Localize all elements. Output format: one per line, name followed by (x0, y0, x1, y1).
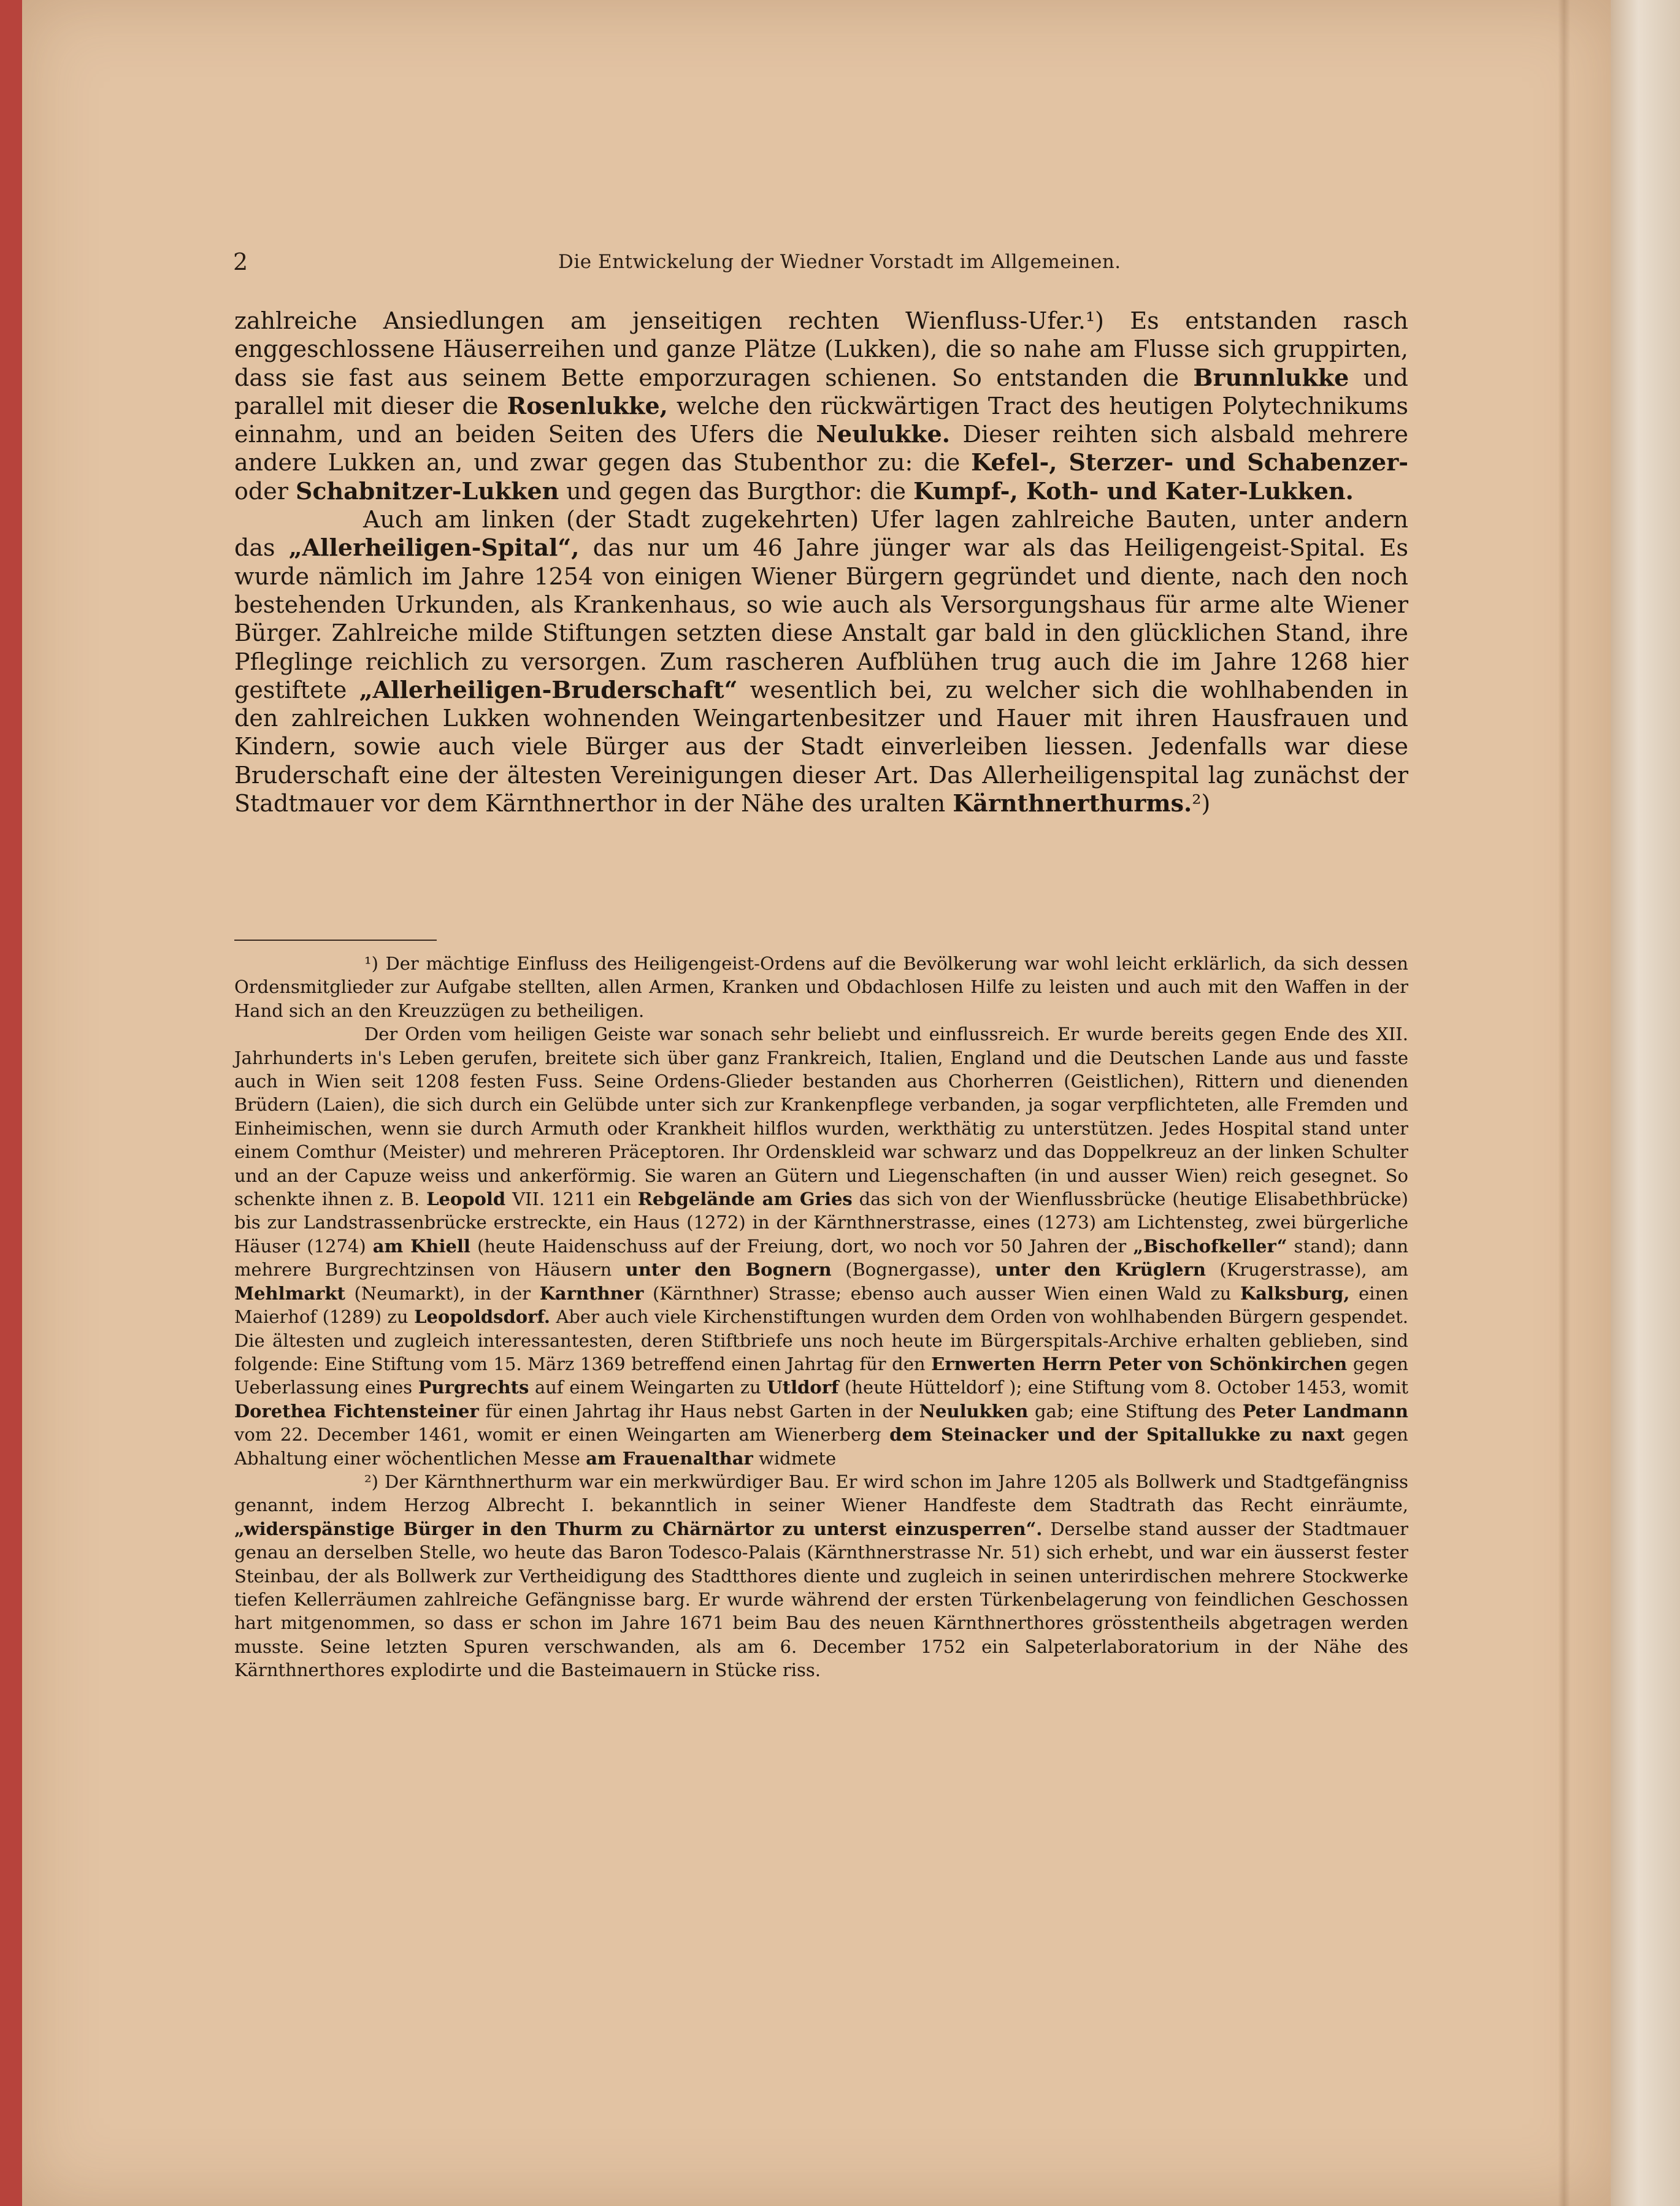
footnote-rule (234, 940, 437, 941)
footnote-2: ²) Der Kärnthnerthurm war ein merkwürdiger Bau. Er wird schon im Jahre 1205 als Bollwerk und Stadtgefängniss genannt, indem Herzog Albrecht I. bekanntlich in seiner Wiener Handfeste dem Stadtrath das Recht einräumte, „widerspänstige Bürger in den Thurm zu Chärnärtor zu unterst einzusperren“. Derselbe stand ausser der Stadtmauer genau an derselben Stelle, wo heute das Baron Todesco-Palais (Kärnthnerstrasse Nr. 51) sich erhebt, und war ein äusserst fester Steinbau, der als Bollwerk zur Vertheidigung des Stadtthores diente und zugleich in seinen unterirdischen mehrere Stockwerke tiefen Kellerräumen zahlreiche Gefängnisse barg. Er wurde während der ersten Türkenbelagerung von feindlichen Geschossen hart mitgenommen, so dass er schon im Jahre 1671 beim Bau des neuen Kärnthnerthores grösstentheils abgetragen werden musste. Seine letzten Spuren verschwanden, als am 6. December 1752 ein Salpeterlaboratorium in der Nähe des Kärnthnerthores explodirte und die Basteimauern in Stücke riss. (234, 1471, 1408, 1681)
place-name: Neulukke. (816, 420, 950, 448)
page-edge (1611, 0, 1680, 2206)
place-name: Kärnthnerthurms. (953, 789, 1192, 818)
place-name: Kumpf-, Koth- und Kater-Lukken. (913, 477, 1354, 505)
place-name: „Allerheiligen-Spital“, (288, 534, 580, 562)
page-header (233, 248, 1411, 285)
main-text (234, 307, 1408, 818)
place-name: Kefel-, Sterzer- und Schabenzer- (971, 448, 1409, 477)
place-name: Brunnlukke (1193, 363, 1349, 391)
place-name: „Allerheiligen-Bruderschaft“ (359, 675, 738, 703)
page-fold-shadow (1558, 0, 1570, 2206)
footnote-1: ¹) Der mächtige Einfluss des Heiligengeist-Ordens auf die Bevölkerung war wohl leicht erklärlich, da sich dessen Ordensmitglieder zur Aufgabe stellten, allen Armen, Kranken und Obdachlosen Hilfe zu leisten und auch mit den Waffen in der Hand sich an den Kreuzzügen zu betheiligen. (234, 953, 1408, 1021)
place-name: Rosenlukke, (507, 391, 668, 419)
footnote-1-continued: Der Orden vom heiligen Geiste war sonach sehr beliebt und einflussreich. Er wurde bereits gegen Ende des XII. Jahrhunderts in's Leben gerufen, breitete sich über ganz Frankreich, Italien, England und die Deutschen Lande aus und fasste auch in Wien seit 1208 festen Fuss. Seine Ordens-Glieder bestanden aus Chorherren (Geistlichen), Rittern und dienenden Brüdern (Laien), die sich durch ein Gelübde unter sich zur Krankenpflege verbanden, ja sogar verpflichteten, alle Fremden und Einheimischen, wenn sie durch Armuth oder Krankheit hilflos wurden, werkthätig zu unterstützen. Jedes Hospital stand unter einem Comthur (Meister) und mehreren Präceptoren. Ihr Ordenskleid war schwarz und das Doppelkreuz an der linken Schulter und an der Capuze weiss und ankerförmig. Sie waren an Gütern und Liegenschaften (in und ausser Wien) reich gesegnet. So schenkte ihnen z. B. Leopold VII. 1211 ein Rebgelände am Gries das sich von der Wienflussbrücke (heutige Elisabethbrücke) bis zur Landstrassenbrücke erstreckte, ein Haus (1272) in der Kärnthnerstrasse, eines (1273) am Lichtensteg, zwei bürgerliche Häuser (1274) am Khiell (heute Haidenschuss auf der Freiung, dort, wo noch vor 50 Jahren der „Bischofkeller“ stand); dann mehrere Burgrechtzinsen von Häusern unter den Bognern (Bognergasse), unter den Krüglern (Krugerstrasse), am Mehlmarkt (Neumarkt), in der Karnthner (Kärnthner) Strasse; ebenso auch ausser Wien einen Wald zu Kalksburg, einen Maierhof (1289) zu Leopoldsdorf. Aber auch viele Kirchenstiftungen wurden dem Orden von wohlhabenden Bürgern gespendet. Die ältesten und zugleich interessantesten, deren Stiftbriefe uns noch heute im Bürgerspitals-Archive erhalten geblieben, sind folgende: Eine Stiftung vom 15. März 1369 betreffend einen Jahrtag für den Ernwerten Herrn Peter von Schönkirchen gegen Ueberlassung eines Purgrechts auf einem Weingarten zu Utldorf (heute Hütteldorf ); eine Stiftung vom 8. October 1453, womit Dorethea Fichtensteiner für einen Jahrtag ihr Haus nebst Garten in der Neulukken gab; eine Stiftung des Peter Landmann vom 22. December 1461, womit er einen Weingarten am Wienerberg dem Steinacker und der Spitallukke zu naxt gegen Abhaltung einer wöchentlichen Messe am Frauenalthar widmete (234, 1024, 1409, 1469)
paragraph-2: Auch am linken (der Stadt zugekehrten) Ufer lagen zahlreiche Bauten, unter andern das „Allerheiligen-Spital“, das nur um 46 Jahre jünger war als das Heiligengeist-Spital. Es wurde nämlich im Jahre 1254 von einigen Wiener Bürgern gegründet und diente, nach den noch bestehenden Urkunden, als Krankenhaus, so wie auch als Versorgungshaus für arme alte Wiener Bürger. Zahlreiche milde Stiftungen setzten diese Anstalt gar bald in den glücklichen Stand, ihre Pfleglinge reichlich zu versorgen. Zum rascheren Aufblühen trug auch die im Jahre 1268 hier gestiftete „Allerheiligen-Bruderschaft“ wesentlich bei, zu welcher sich die wohlhabenden in den zahlreichen Lukken wohnenden Weingartenbesitzer und Hauer mit ihren Hausfrauen und Kindern, sowie auch viele Bürger aus der Stadt einverleiben liessen. Jedenfalls war diese Bruderschaft eine der ältesten Vereinigungen dieser Art. Das Allerheiligenspital lag zunächst der Stadtmauer vor dem Kärnthnerthor in der Nähe des uralten Kärnthnerthurms.²) (234, 506, 1409, 818)
running-title: Die Entwickelung der Wiedner Vorstadt im Allgemeinen. (558, 251, 1121, 273)
page-number: 2 (233, 248, 248, 275)
footnotes (234, 952, 1408, 1682)
paragraph-1: zahlreiche Ansiedlungen am jenseitigen rechten Wienfluss-Ufer.¹) Es entstanden rasch enggeschlossene Häuserreihen und ganze Plätze (Lukken), die so nahe am Flusse sich gruppirten, dass sie fast aus seinem Bette emporzuragen schienen. So entstanden die Brunnlukke und parallel mit dieser die Rosenlukke, welche den rückwärtigen Tract des heutigen Polytechnikums einnahm, und an beiden Seiten des Ufers die Neulukke. Dieser reihten sich alsbald mehrere andere Lukken an, und zwar gegen das Stubenthor zu: die Kefel-, Sterzer- und Schabenzer- oder Schabnitzer-Lukken und gegen das Burgthor: die Kumpf-, Koth- und Kater-Lukken. (234, 307, 1409, 505)
place-name: Schabnitzer-Lukken (295, 477, 559, 505)
